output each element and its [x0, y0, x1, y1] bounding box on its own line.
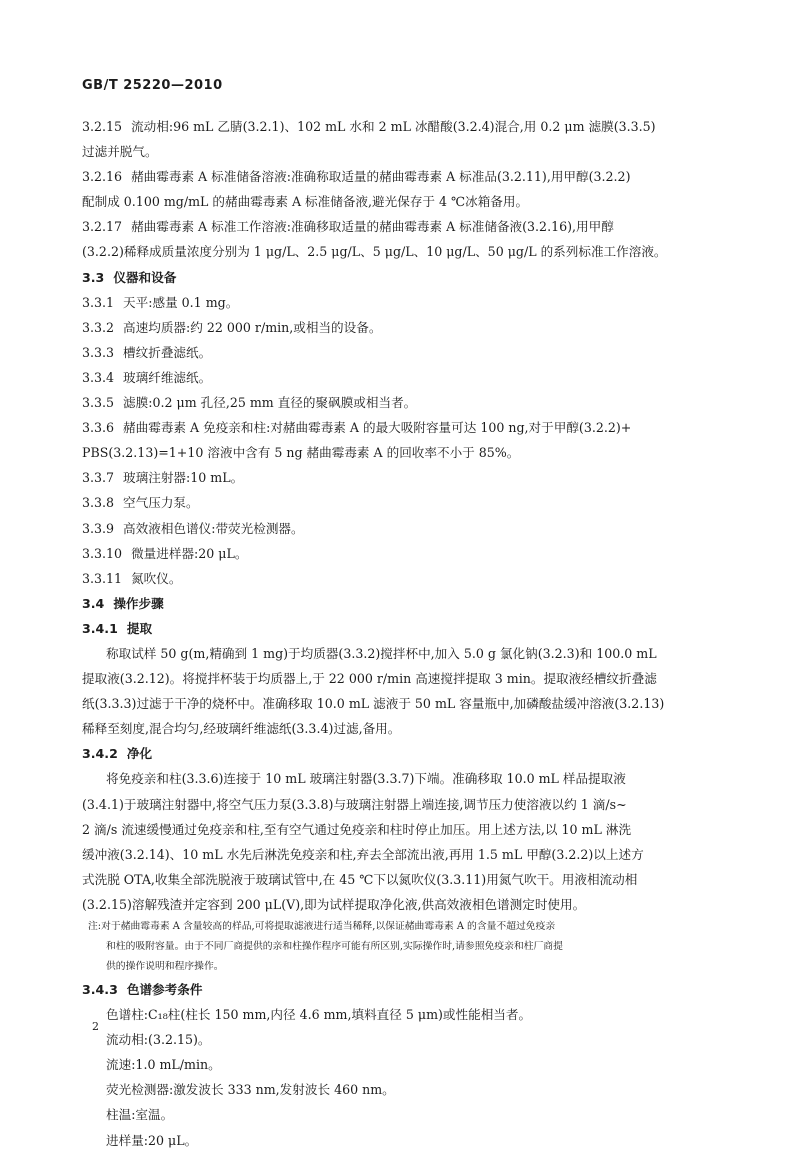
- clause-number: 3.3.1: [82, 294, 115, 310]
- note-line: [82, 937, 712, 957]
- clause-line: [82, 290, 712, 315]
- heading-text: 操作步骤: [113, 595, 164, 611]
- clause-line: [82, 114, 712, 139]
- continuation-line: [82, 666, 712, 691]
- clause-text: 空气压力泵。: [123, 495, 199, 511]
- clause-text: 配制成 0.100 mg/mL 的赭曲霉毒素 A 标准储备液,避光保存于 4 ℃冰箱备用。: [82, 194, 529, 210]
- page-number: 2: [92, 1020, 99, 1033]
- section-heading: [82, 265, 712, 290]
- clause-number: 3.3.8: [82, 495, 115, 511]
- clause-text: 纸(3.3.3)过滤于干净的烧杯中。准确移取 10.0 mL 滤液于 50 mL 容量瓶中,加磷酸盐缓冲溶液(3.2.13): [82, 696, 665, 712]
- clause-number: 3.3.11: [82, 570, 123, 586]
- paragraph-line: [82, 766, 712, 791]
- clause-text: 滤膜:0.2 μm 孔径,25 mm 直径的聚砜膜或相当者。: [123, 395, 417, 411]
- clause-text: 微量进样器:20 μL。: [131, 545, 248, 561]
- clause-number: 3.4.2: [82, 746, 118, 762]
- clause-text: 赭曲霉毒素 A 免疫亲和柱:对赭曲霉毒素 A 的最大吸附容量可达 100 ng,对于甲醇(3.2.2)+: [123, 420, 632, 436]
- clause-text: 过滤并脱气。: [82, 144, 158, 160]
- clause-number: 3.3.2: [82, 319, 115, 335]
- clause-number: 3.2.17: [82, 219, 123, 235]
- clause-text: PBS(3.2.13)=1+10 溶液中含有 5 ng 赭曲霉毒素 A 的回收率不小于 85%。: [82, 445, 520, 461]
- section-heading: [82, 591, 712, 616]
- clause-text: 将免疫亲和柱(3.3.6)连接于 10 mL 玻璃注射器(3.3.7)下端。准确移取 10.0 mL 样品提取液: [106, 771, 626, 787]
- clause-line: [82, 365, 712, 390]
- clause-number: 3.3.3: [82, 344, 115, 360]
- clause-line: [82, 164, 712, 189]
- clause-text: 赭曲霉毒素 A 标准储备溶液:准确称取适量的赭曲霉毒素 A 标准品(3.2.11),用甲醇(3.2.2): [131, 169, 631, 185]
- clause-number: 3.3.7: [82, 470, 115, 486]
- standard-code: GB/T 25220—2010: [82, 78, 223, 93]
- paragraph-line: [82, 1002, 712, 1027]
- continuation-line: [82, 239, 712, 264]
- clause-text: 缓冲液(3.2.14)、10 mL 水先后淋洗免疫亲和柱,弃去全部流出液,再用 1.5 mL 甲醇(3.2.2)以上述方: [82, 846, 644, 862]
- clause-number: 3.3.9: [82, 520, 115, 536]
- heading-text: 提取: [126, 620, 153, 636]
- clause-line: [82, 566, 712, 591]
- continuation-line: [82, 792, 712, 817]
- clause-text: 流动相:96 mL 乙腈(3.2.1)、102 mL 水和 2 mL 冰醋酸(3.2.4)混合,用 0.2 μm 滤膜(3.3.5): [131, 119, 656, 134]
- clause-text: 色谱柱:C₁₈柱(柱长 150 mm,内径 4.6 mm,填料直径 5 μm)或性能相当者。: [106, 1007, 532, 1023]
- clause-line: [82, 340, 712, 365]
- clause-text: 进样量:20 μL。: [106, 1132, 198, 1148]
- continuation-line: [82, 139, 712, 164]
- clause-text: 氮吹仪。: [131, 570, 182, 586]
- continuation-line: [82, 691, 712, 716]
- continuation-line: [82, 189, 712, 214]
- section-heading: [82, 616, 712, 641]
- clause-line: [82, 315, 712, 340]
- clause-line: [82, 214, 712, 239]
- clause-text: 赭曲霉毒素 A 标准工作溶液:准确移取适量的赭曲霉毒素 A 标准储备液(3.2.16),用甲醇: [131, 219, 614, 235]
- paragraph-line: [82, 1102, 712, 1127]
- clause-line: [82, 516, 712, 541]
- clause-text: 流速:1.0 mL/min。: [106, 1057, 221, 1073]
- clause-text: 提取液(3.2.12)。将搅拌杯装于均质器上,于 22 000 r/min 高速搅拌提取 3 min。提取液经槽纹折叠滤: [82, 671, 657, 687]
- clause-number: 3.3: [82, 269, 105, 285]
- paragraph-line: [82, 1128, 712, 1153]
- clause-text: 高效液相色谱仪:带荧光检测器。: [123, 520, 304, 536]
- clause-text: 2 滴/s 流速缓慢通过免疫亲和柱,至有空气通过免疫亲和柱时停止加压。用上述方法,以 10 mL 淋洗: [82, 821, 632, 837]
- clause-text: (3.2.2)稀释成质量浓度分别为 1 μg/L、2.5 μg/L、5 μg/L、10 μg/L、50 μg/L 的系列标准工作溶液。: [82, 244, 667, 260]
- clause-line: [82, 390, 712, 415]
- continuation-line: [82, 892, 712, 917]
- clause-text: 稀释至刻度,混合均匀,经玻璃纤维滤纸(3.3.4)过滤,备用。: [82, 721, 401, 737]
- clause-text: 天平:感量 0.1 mg。: [123, 294, 239, 310]
- document-body: [82, 114, 712, 1153]
- clause-number: 3.4: [82, 595, 105, 611]
- note-text: 注:对于赭曲霉毒素 A 含量较高的样品,可将提取滤液进行适当稀释,以保证赭曲霉毒素 A 的含量不超过免疫亲: [88, 921, 556, 932]
- heading-text: 色谱参考条件: [126, 982, 203, 997]
- clause-text: 高速均质器:约 22 000 r/min,或相当的设备。: [123, 319, 382, 335]
- paragraph-line: [82, 1052, 712, 1077]
- clause-line: [82, 415, 712, 440]
- clause-number: 3.3.5: [82, 395, 115, 411]
- clause-line: [82, 490, 712, 515]
- paragraph-line: [82, 1027, 712, 1052]
- note-text: 和柱的吸附容量。由于不同厂商提供的亲和柱操作程序可能有所区别,实际操作时,请参照免疫亲和柱厂商提: [106, 941, 563, 952]
- note-line: [82, 917, 712, 937]
- clause-text: 玻璃注射器:10 mL。: [123, 470, 244, 486]
- clause-number: 3.3.10: [82, 545, 123, 561]
- clause-text: 槽纹折叠滤纸。: [123, 344, 212, 360]
- clause-text: 式洗脱 OTA,收集全部洗脱液于玻璃试管中,在 45 ℃下以氮吹仪(3.3.11)用氮气吹干。用液相流动相: [82, 871, 638, 887]
- clause-number: 3.2.15: [82, 119, 123, 134]
- clause-text: 称取试样 50 g(m,精确到 1 mg)于均质器(3.3.2)搅拌杯中,加入 5.0 g 氯化钠(3.2.3)和 100.0 mL: [106, 645, 657, 661]
- clause-line: [82, 465, 712, 490]
- section-heading: [82, 741, 712, 766]
- clause-text: 玻璃纤维滤纸。: [123, 369, 212, 385]
- heading-text: 净化: [126, 746, 153, 762]
- clause-text: (3.2.15)溶解残渣并定容到 200 μL(V),即为试样提取净化液,供高效液相色谱测定时使用。: [82, 896, 586, 912]
- paragraph-line: [82, 641, 712, 666]
- clause-text: 流动相:(3.2.15)。: [106, 1032, 211, 1048]
- section-heading: [82, 977, 712, 1002]
- heading-text: 仪器和设备: [113, 269, 177, 285]
- clause-text: (3.4.1)于玻璃注射器中,将空气压力泵(3.3.8)与玻璃注射器上端连接,调节压力使溶液以约 1 滴/s~: [82, 796, 627, 812]
- clause-number: 3.3.6: [82, 420, 115, 436]
- clause-number: 3.3.4: [82, 369, 115, 385]
- continuation-line: [82, 440, 712, 465]
- note-line: [82, 957, 712, 977]
- clause-text: 柱温:室温。: [106, 1107, 174, 1123]
- continuation-line: [82, 716, 712, 741]
- clause-number: 3.4.3: [82, 982, 118, 997]
- clause-text: 荧光检测器:激发波长 333 nm,发射波长 460 nm。: [106, 1082, 395, 1098]
- continuation-line: [82, 842, 712, 867]
- clause-number: 3.4.1: [82, 620, 118, 636]
- continuation-line: [82, 867, 712, 892]
- clause-line: [82, 541, 712, 566]
- note-text: 供的操作说明和程序操作。: [106, 961, 224, 972]
- continuation-line: [82, 817, 712, 842]
- clause-number: 3.2.16: [82, 169, 123, 185]
